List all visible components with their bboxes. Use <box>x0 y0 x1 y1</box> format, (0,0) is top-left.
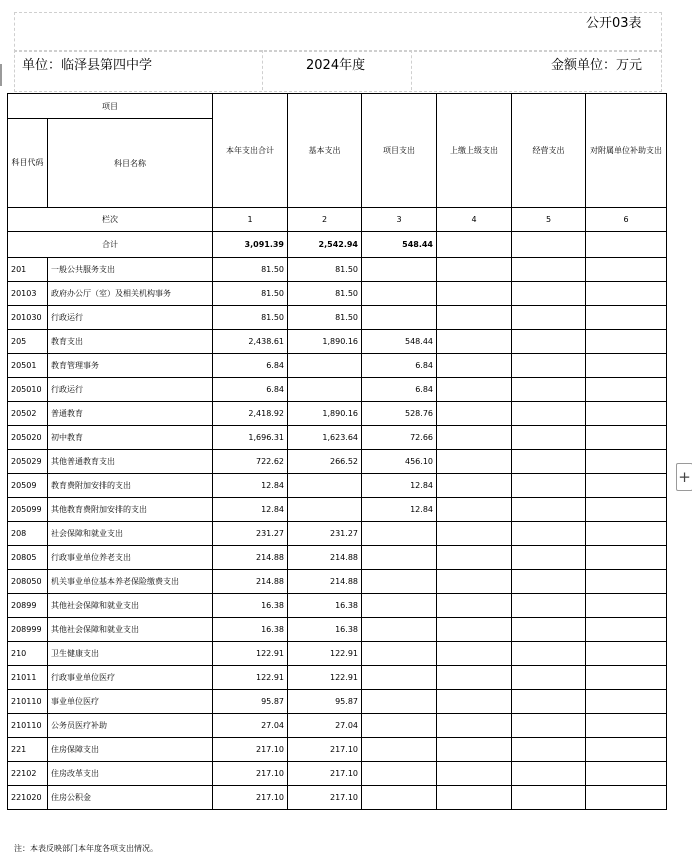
header-total: 本年支出合计 <box>213 94 288 208</box>
row-code: 208 <box>8 522 48 546</box>
row-upper-pay <box>437 354 512 378</box>
row-project <box>362 714 437 738</box>
row-code: 205020 <box>8 426 48 450</box>
row-total: 16.38 <box>213 618 288 642</box>
row-subsidy <box>586 546 667 570</box>
row-code: 205 <box>8 330 48 354</box>
row-project: 6.84 <box>362 378 437 402</box>
row-basic: 214.88 <box>288 570 362 594</box>
row-upper-pay <box>437 618 512 642</box>
row-project: 12.84 <box>362 498 437 522</box>
header-project-expense: 项目支出 <box>362 94 437 208</box>
row-code: 208999 <box>8 618 48 642</box>
row-name: 住房改革支出 <box>48 762 213 786</box>
row-total: 214.88 <box>213 546 288 570</box>
row-subsidy <box>586 642 667 666</box>
row-upper-pay <box>437 570 512 594</box>
table-row <box>8 426 667 450</box>
row-upper-pay <box>437 378 512 402</box>
row-name: 社会保障和就业支出 <box>48 522 213 546</box>
row-project: 6.84 <box>362 354 437 378</box>
row-total: 12.84 <box>213 474 288 498</box>
row-upper-pay <box>437 762 512 786</box>
row-operation <box>512 618 586 642</box>
row-code: 21011 <box>8 666 48 690</box>
row-total: 81.50 <box>213 306 288 330</box>
footnote: 注：本表反映部门本年度各项支出情况。 <box>14 844 158 853</box>
row-code: 221 <box>8 738 48 762</box>
row-basic: 217.10 <box>288 762 362 786</box>
table-row <box>8 258 667 282</box>
column-index-5: 5 <box>512 208 586 232</box>
total-label: 合计 <box>8 232 213 258</box>
column-index-1: 1 <box>213 208 288 232</box>
row-total: 217.10 <box>213 762 288 786</box>
table-row <box>8 738 667 762</box>
row-total: 16.38 <box>213 594 288 618</box>
row-project <box>362 306 437 330</box>
row-operation <box>512 762 586 786</box>
row-code: 20501 <box>8 354 48 378</box>
header-subsidy: 对附属单位补助支出 <box>586 94 667 208</box>
row-code: 205029 <box>8 450 48 474</box>
row-code: 201 <box>8 258 48 282</box>
row-project: 72.66 <box>362 426 437 450</box>
column-index-3: 3 <box>362 208 437 232</box>
row-name: 事业单位医疗 <box>48 690 213 714</box>
row-project <box>362 786 437 810</box>
amount-unit-label: 金额单位：万元 <box>551 58 643 73</box>
row-subsidy <box>586 522 667 546</box>
row-code: 221020 <box>8 786 48 810</box>
column-index-4: 4 <box>437 208 512 232</box>
total-project: 548.44 <box>362 232 437 258</box>
row-project: 12.84 <box>362 474 437 498</box>
table-row <box>8 786 667 810</box>
row-code: 210110 <box>8 714 48 738</box>
row-operation <box>512 354 586 378</box>
row-name: 普通教育 <box>48 402 213 426</box>
row-project <box>362 570 437 594</box>
row-name: 其他社会保障和就业支出 <box>48 618 213 642</box>
row-upper-pay <box>437 402 512 426</box>
row-project <box>362 258 437 282</box>
row-subsidy <box>586 714 667 738</box>
row-name: 教育费附加安排的支出 <box>48 474 213 498</box>
table-row <box>8 618 667 642</box>
table-row <box>8 546 667 570</box>
row-upper-pay <box>437 738 512 762</box>
row-total: 231.27 <box>213 522 288 546</box>
row-operation <box>512 642 586 666</box>
row-operation <box>512 450 586 474</box>
row-operation <box>512 378 586 402</box>
row-upper-pay <box>437 522 512 546</box>
row-code: 210110 <box>8 690 48 714</box>
row-basic: 1,623.64 <box>288 426 362 450</box>
row-upper-pay <box>437 498 512 522</box>
table-row <box>8 378 667 402</box>
header-project: 项目 <box>8 94 213 119</box>
row-total: 81.50 <box>213 282 288 306</box>
table-row <box>8 714 667 738</box>
row-subsidy <box>586 474 667 498</box>
row-code: 20509 <box>8 474 48 498</box>
row-subsidy <box>586 738 667 762</box>
row-name: 住房保障支出 <box>48 738 213 762</box>
row-code: 205010 <box>8 378 48 402</box>
row-operation <box>512 738 586 762</box>
row-subsidy <box>586 354 667 378</box>
table-row <box>8 450 667 474</box>
row-total: 217.10 <box>213 786 288 810</box>
column-index-6: 6 <box>586 208 667 232</box>
row-basic: 214.88 <box>288 546 362 570</box>
row-basic <box>288 474 362 498</box>
left-margin-marker <box>0 64 2 86</box>
row-basic: 217.10 <box>288 738 362 762</box>
header-upper-pay: 上缴上级支出 <box>437 94 512 208</box>
row-subsidy <box>586 666 667 690</box>
row-name: 教育管理事务 <box>48 354 213 378</box>
row-subsidy <box>586 594 667 618</box>
row-total: 6.84 <box>213 354 288 378</box>
row-operation <box>512 282 586 306</box>
row-subsidy <box>586 570 667 594</box>
form-code: 公开03表 <box>586 16 642 31</box>
row-subsidy <box>586 282 667 306</box>
row-upper-pay <box>437 594 512 618</box>
row-project <box>362 522 437 546</box>
row-code: 205099 <box>8 498 48 522</box>
row-name: 政府办公厅（室）及相关机构事务 <box>48 282 213 306</box>
row-operation <box>512 498 586 522</box>
row-name: 行政运行 <box>48 306 213 330</box>
row-basic <box>288 498 362 522</box>
expense-table <box>7 93 667 810</box>
row-total: 81.50 <box>213 258 288 282</box>
header-grid-top <box>14 12 662 52</box>
row-subsidy <box>586 690 667 714</box>
table-row <box>8 570 667 594</box>
row-upper-pay <box>437 786 512 810</box>
row-total: 2,438.61 <box>213 330 288 354</box>
row-basic: 16.38 <box>288 618 362 642</box>
row-code: 22102 <box>8 762 48 786</box>
row-project: 528.76 <box>362 402 437 426</box>
row-operation <box>512 594 586 618</box>
row-basic: 81.50 <box>288 282 362 306</box>
row-basic: 1,890.16 <box>288 402 362 426</box>
row-upper-pay <box>437 330 512 354</box>
row-name: 其他社会保障和就业支出 <box>48 594 213 618</box>
row-operation <box>512 546 586 570</box>
row-operation <box>512 258 586 282</box>
header-subject-name: 科目名称 <box>48 119 213 208</box>
unit-label: 单位：临泽县第四中学 <box>22 58 153 73</box>
row-project <box>362 690 437 714</box>
table-row <box>8 402 667 426</box>
row-upper-pay <box>437 690 512 714</box>
row-total: 122.91 <box>213 666 288 690</box>
add-row-button[interactable]: + <box>676 463 692 491</box>
row-total: 6.84 <box>213 378 288 402</box>
row-upper-pay <box>437 282 512 306</box>
row-operation <box>512 330 586 354</box>
total-sum: 3,091.39 <box>213 232 288 258</box>
row-total: 95.87 <box>213 690 288 714</box>
row-subsidy <box>586 762 667 786</box>
row-name: 行政事业单位养老支出 <box>48 546 213 570</box>
total-row <box>8 232 667 258</box>
table-row <box>8 330 667 354</box>
row-subsidy <box>586 618 667 642</box>
column-index-row <box>8 208 667 232</box>
table-row <box>8 522 667 546</box>
row-code: 20502 <box>8 402 48 426</box>
row-total: 217.10 <box>213 738 288 762</box>
row-upper-pay <box>437 306 512 330</box>
row-basic: 122.91 <box>288 642 362 666</box>
header-grid-divider-1 <box>262 50 263 90</box>
row-operation <box>512 690 586 714</box>
row-name: 教育支出 <box>48 330 213 354</box>
row-code: 201030 <box>8 306 48 330</box>
row-project <box>362 618 437 642</box>
row-subsidy <box>586 258 667 282</box>
row-basic: 231.27 <box>288 522 362 546</box>
row-project <box>362 594 437 618</box>
row-total: 722.62 <box>213 450 288 474</box>
row-subsidy <box>586 330 667 354</box>
row-name: 公务员医疗补助 <box>48 714 213 738</box>
row-name: 机关事业单位基本养老保险缴费支出 <box>48 570 213 594</box>
row-operation <box>512 570 586 594</box>
row-name: 卫生健康支出 <box>48 642 213 666</box>
table-row <box>8 594 667 618</box>
row-subsidy <box>586 378 667 402</box>
row-upper-pay <box>437 666 512 690</box>
row-operation <box>512 402 586 426</box>
row-project <box>362 738 437 762</box>
row-basic <box>288 354 362 378</box>
table-row <box>8 690 667 714</box>
row-subsidy <box>586 450 667 474</box>
row-project: 456.10 <box>362 450 437 474</box>
row-project <box>362 762 437 786</box>
table-row <box>8 666 667 690</box>
row-upper-pay <box>437 546 512 570</box>
table-row <box>8 498 667 522</box>
table-row <box>8 642 667 666</box>
row-basic: 81.50 <box>288 306 362 330</box>
row-total: 12.84 <box>213 498 288 522</box>
row-upper-pay <box>437 450 512 474</box>
header-row-1 <box>8 94 667 119</box>
row-operation <box>512 714 586 738</box>
header-grid-divider-2 <box>411 50 412 90</box>
row-basic: 27.04 <box>288 714 362 738</box>
row-code: 208050 <box>8 570 48 594</box>
row-operation <box>512 786 586 810</box>
row-basic: 122.91 <box>288 666 362 690</box>
row-name: 其他普通教育支出 <box>48 450 213 474</box>
row-project <box>362 642 437 666</box>
row-total: 27.04 <box>213 714 288 738</box>
row-operation <box>512 474 586 498</box>
row-subsidy <box>586 402 667 426</box>
row-basic: 217.10 <box>288 786 362 810</box>
row-total: 2,418.92 <box>213 402 288 426</box>
row-basic <box>288 378 362 402</box>
total-subsidy <box>586 232 667 258</box>
table-row <box>8 474 667 498</box>
total-upper-pay <box>437 232 512 258</box>
total-basic: 2,542.94 <box>288 232 362 258</box>
row-total: 214.88 <box>213 570 288 594</box>
header-operation: 经营支出 <box>512 94 586 208</box>
row-upper-pay <box>437 642 512 666</box>
row-name: 住房公积金 <box>48 786 213 810</box>
table-row <box>8 762 667 786</box>
row-upper-pay <box>437 714 512 738</box>
row-upper-pay <box>437 474 512 498</box>
row-project: 548.44 <box>362 330 437 354</box>
table-row <box>8 306 667 330</box>
row-name: 其他教育费附加安排的支出 <box>48 498 213 522</box>
header-basic: 基本支出 <box>288 94 362 208</box>
row-code: 210 <box>8 642 48 666</box>
row-subsidy <box>586 786 667 810</box>
row-project <box>362 282 437 306</box>
row-subsidy <box>586 498 667 522</box>
row-subsidy <box>586 306 667 330</box>
row-operation <box>512 426 586 450</box>
row-name: 行政事业单位医疗 <box>48 666 213 690</box>
row-code: 20899 <box>8 594 48 618</box>
table-row <box>8 354 667 378</box>
row-basic: 95.87 <box>288 690 362 714</box>
row-project <box>362 546 437 570</box>
row-upper-pay <box>437 426 512 450</box>
row-basic: 16.38 <box>288 594 362 618</box>
row-basic: 266.52 <box>288 450 362 474</box>
row-basic: 1,890.16 <box>288 330 362 354</box>
row-code: 20103 <box>8 282 48 306</box>
row-subsidy <box>586 426 667 450</box>
row-total: 1,696.31 <box>213 426 288 450</box>
row-name: 初中教育 <box>48 426 213 450</box>
total-operation <box>512 232 586 258</box>
row-project <box>362 666 437 690</box>
row-name: 一般公共服务支出 <box>48 258 213 282</box>
column-index-label: 栏次 <box>8 208 213 232</box>
row-basic: 81.50 <box>288 258 362 282</box>
row-upper-pay <box>437 258 512 282</box>
column-index-2: 2 <box>288 208 362 232</box>
row-name: 行政运行 <box>48 378 213 402</box>
row-code: 20805 <box>8 546 48 570</box>
table-row <box>8 282 667 306</box>
row-operation <box>512 306 586 330</box>
row-operation <box>512 522 586 546</box>
year-label: 2024年度 <box>306 58 366 73</box>
header-subject-code: 科目代码 <box>8 119 48 208</box>
row-operation <box>512 666 586 690</box>
row-total: 122.91 <box>213 642 288 666</box>
